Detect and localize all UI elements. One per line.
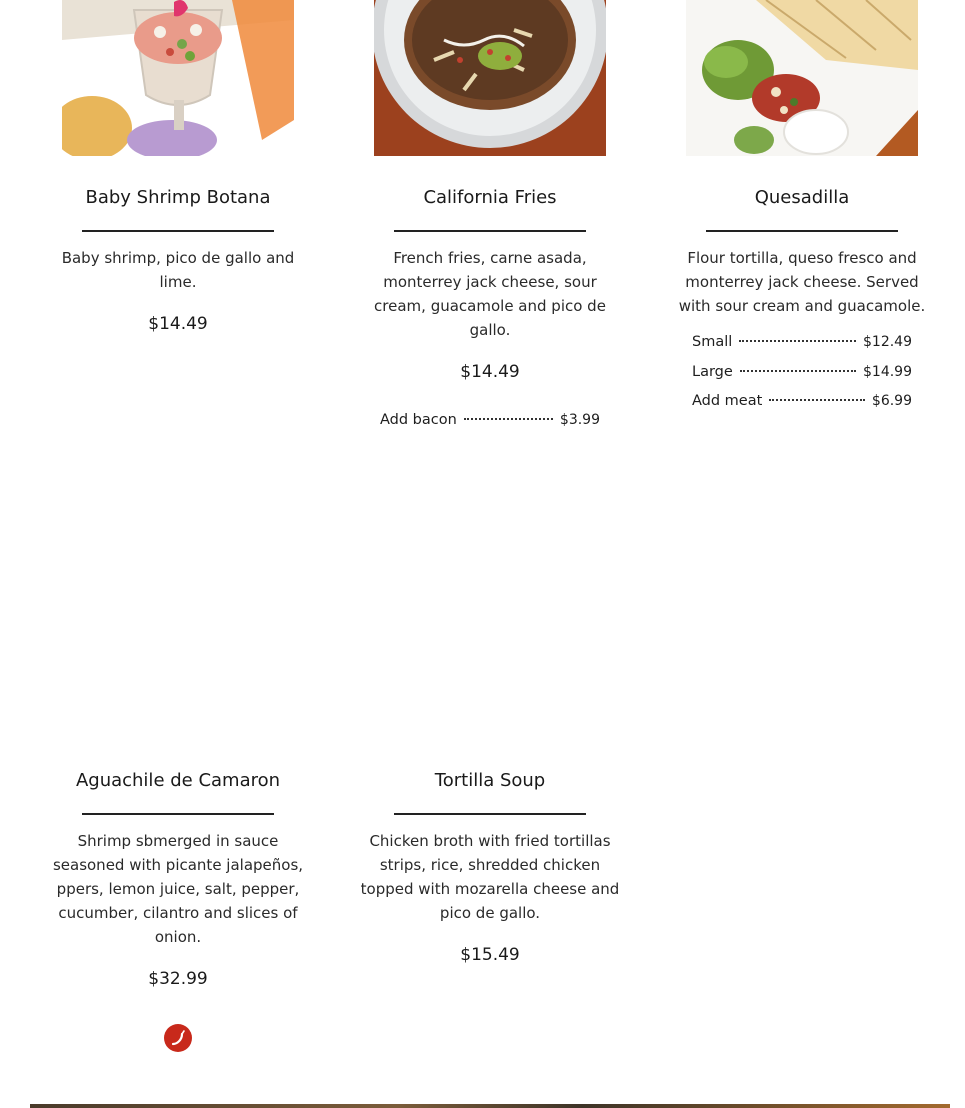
item-price: $32.99	[148, 969, 208, 989]
item-title: Baby Shrimp Botana	[85, 187, 271, 208]
item-description: Chicken broth with fried tortillas strips, rice, shredded chicken topped with mozarella cheese and pico de gallo.	[360, 832, 620, 922]
item-title: Quesadilla	[754, 187, 850, 208]
option-price: $3.99	[559, 412, 600, 428]
california-fries-photo	[374, 0, 606, 156]
chili-pepper-icon	[164, 1024, 192, 1052]
item-title: Tortilla Soup	[434, 770, 546, 791]
option-row	[692, 332, 912, 352]
menu-item-aguachile-de-camaron	[47, 769, 309, 991]
title-divider	[394, 813, 586, 815]
option-name: Add meat	[692, 393, 763, 409]
quesadilla-photo	[686, 0, 918, 156]
item-price: $15.49	[460, 945, 520, 965]
menu-item-california-fries	[359, 186, 621, 440]
title-divider	[82, 230, 274, 232]
menu-item-baby-shrimp-botana	[47, 186, 309, 336]
item-price: $14.49	[148, 314, 208, 334]
item-description: Shrimp sbmerged in sauce seasoned with picante jalapeños, ppers, lemon juice, salt, pepper, cucumber, cilantro and slices of onion.	[52, 832, 304, 946]
leader-dots	[739, 340, 856, 342]
item-options	[380, 410, 600, 430]
title-divider	[82, 813, 274, 815]
option-price: $6.99	[871, 393, 912, 409]
item-title: Aguachile de Camaron	[75, 770, 281, 791]
item-description: Baby shrimp, pico de gallo and lime.	[61, 249, 295, 291]
title-divider	[394, 230, 586, 232]
menu-item-tortilla-soup	[359, 769, 621, 967]
option-name: Add bacon	[380, 412, 457, 428]
menu-item-quesadilla	[671, 186, 933, 421]
option-row	[692, 391, 912, 411]
baby-shrimp-botana-photo	[62, 0, 294, 156]
leader-dots	[740, 370, 856, 372]
item-description: Flour tortilla, queso fresco and monterrey jack cheese. Served with sour cream and guacamole.	[678, 249, 926, 315]
leader-dots	[464, 418, 553, 420]
option-price: $12.49	[863, 334, 912, 350]
option-row	[692, 362, 912, 382]
item-price: $14.49	[460, 362, 520, 382]
leader-dots	[769, 399, 865, 401]
item-description: French fries, carne asada, monterrey jack cheese, sour cream, guacamole and pico de gallo.	[374, 249, 606, 339]
title-divider	[706, 230, 898, 232]
option-name: Small	[692, 334, 733, 350]
option-price: $14.99	[863, 363, 912, 380]
option-name: Large	[692, 363, 733, 380]
item-options	[692, 332, 912, 411]
option-row	[380, 410, 600, 430]
item-title: California Fries	[423, 187, 557, 208]
next-section-image-edge	[30, 1104, 950, 1108]
